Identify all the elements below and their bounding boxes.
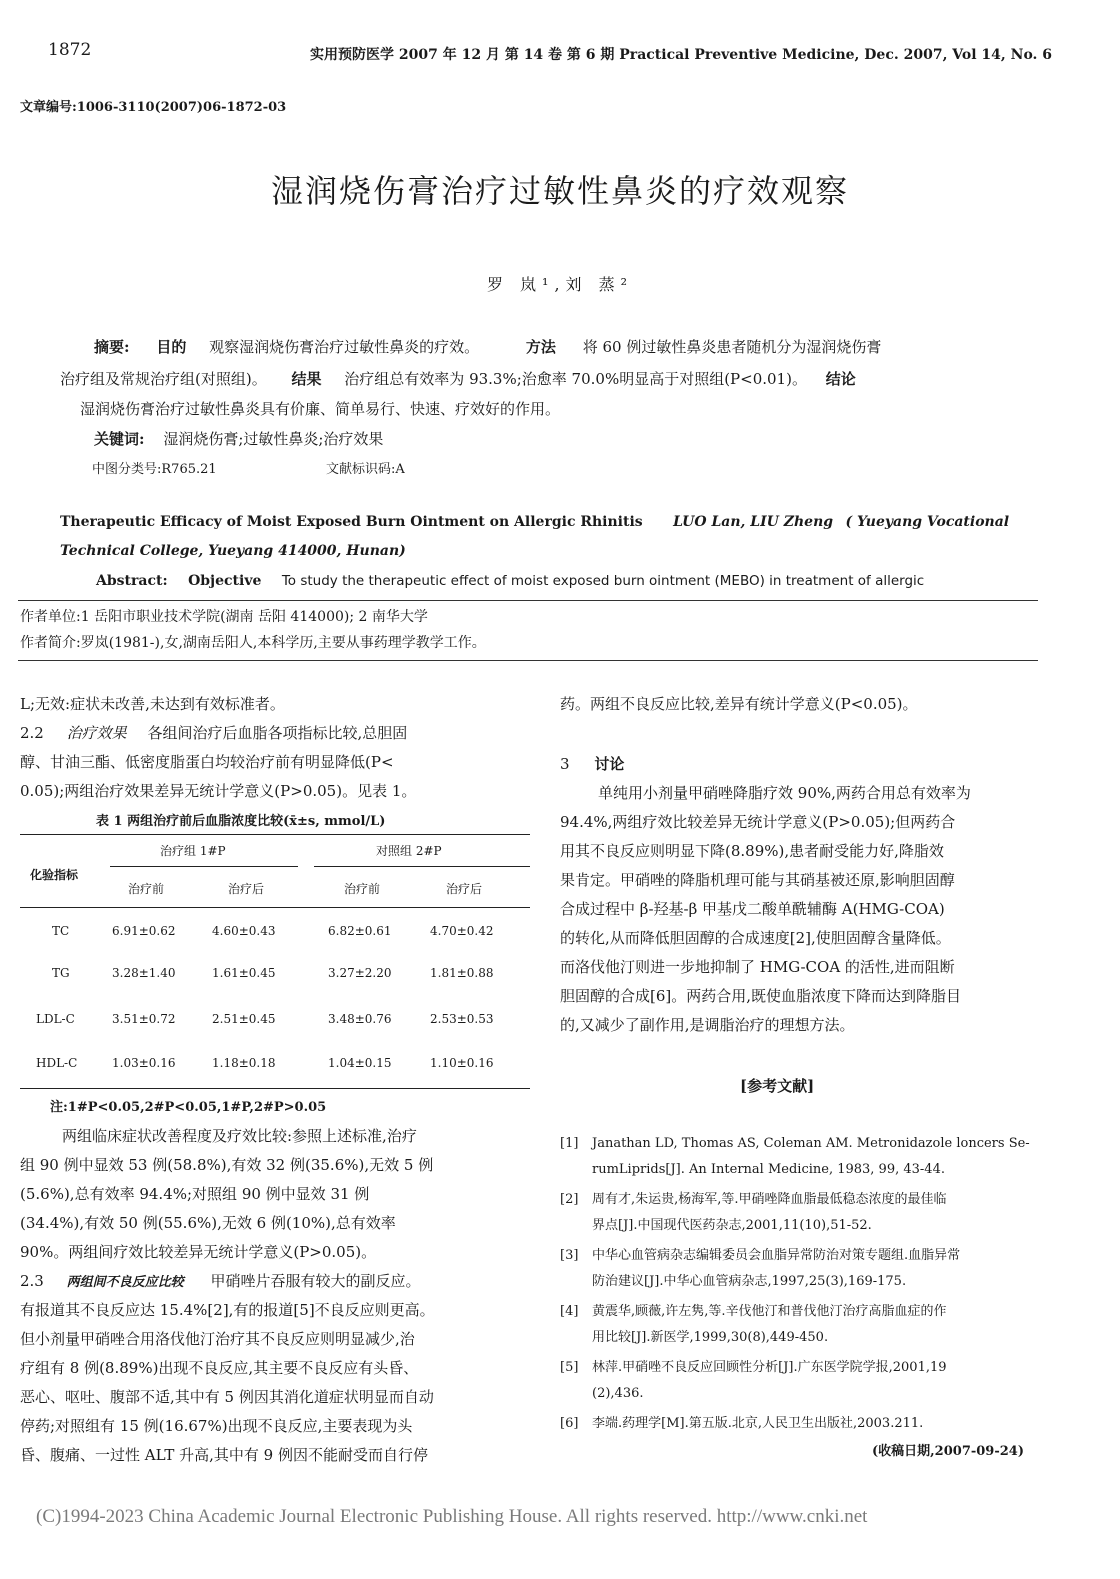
- discussion-line7: 而洛伐他汀则进一步地抑制了 HMG-COA 的活性,进而阻断: [560, 958, 955, 976]
- para2-line1: 两组临床症状改善程度及疗效比较:参照上述标准,治疗: [62, 1127, 417, 1145]
- table-cell: 3.48±0.76: [328, 1012, 392, 1026]
- author-bio: 作者简介:罗岚(1981-),女,湖南岳阳人,本科学历,主要从事药理学教学工作。: [20, 635, 486, 651]
- english-title-line: [60, 514, 1009, 530]
- section-2-3-line3: 但小剂量甲硝唑合用洛伐他汀治疗其不良反应则明显减少,治: [20, 1330, 415, 1348]
- reference-text: 用比较[J].新医学,1999,30(8),449-450.: [592, 1330, 829, 1345]
- table-cell: 4.70±0.42: [430, 924, 494, 938]
- author-list: 罗 岚¹,刘 蒸²: [486, 275, 634, 294]
- table-rule-group1: [110, 866, 298, 867]
- table-sub-header: 治疗后: [446, 882, 483, 896]
- table-rule-mid: [20, 907, 530, 908]
- english-objective-text: To study the therapeutic effect of moist exposed burn ointment (MEBO) in treatment of allergic: [281, 573, 925, 589]
- reference-item: [560, 1299, 1040, 1351]
- section-2-3-number: 2.3: [20, 1272, 44, 1290]
- para2-line5: 90%。两组间疗效比较差异无统计学意义(P>0.05)。: [20, 1243, 377, 1261]
- table-cell: 3.51±0.72: [112, 1012, 176, 1026]
- reference-text: 黄震华,顾薇,许左隽,等.辛伐他汀和普伐他汀治疗高脂血症的作: [592, 1304, 947, 1319]
- discussion-line1: 单纯用小剂量甲硝唑降脂疗效 90%,两药合用总有效率为: [598, 784, 971, 802]
- table-cell: 2.51±0.45: [212, 1012, 276, 1026]
- keywords-line: [94, 428, 383, 449]
- objective-label: 目的: [156, 338, 187, 356]
- reference-text: rumLiprids[J]. An Internal Medicine, 1983, 99, 43-44.: [592, 1162, 945, 1177]
- reference-number: [3]: [560, 1248, 579, 1263]
- section-2-2-number: 2.2: [20, 724, 44, 742]
- section-2-3-text: 甲硝唑片吞服有较大的副反应。: [210, 1272, 421, 1290]
- article-number: 文章编号:1006-3110(2007)06-1872-03: [20, 100, 287, 115]
- keywords-label: 关键词:: [94, 430, 145, 448]
- english-title: Therapeutic Efficacy of Moist Exposed Burn Ointment on Allergic Rhinitis: [60, 514, 643, 530]
- divider-bottom: [18, 660, 1038, 661]
- table-cell: 1.81±0.88: [430, 966, 494, 980]
- para2-line4: (34.4%),有效 50 例(55.6%),无效 6 例(10%),总有效率: [20, 1214, 396, 1232]
- table-rule-bottom: [20, 1088, 530, 1089]
- discussion-line9: 的,又减少了副作用,是调脂治疗的理想方法。: [560, 1016, 855, 1034]
- section-2-2-title: 治疗效果: [66, 724, 127, 742]
- reference-number: [6]: [560, 1416, 579, 1431]
- abstract-l2-text: 治疗组及常规治疗组(对照组)。: [60, 370, 267, 388]
- document-code: 文献标识码:A: [326, 462, 405, 477]
- reference-text: (2),436.: [592, 1386, 644, 1401]
- reference-number: [5]: [560, 1360, 579, 1375]
- section-2-2-line3: 0.05);两组治疗效果差异无统计学意义(P>0.05)。见表 1。: [20, 782, 417, 800]
- reference-number: [1]: [560, 1136, 579, 1151]
- result-label: 结果: [291, 370, 322, 388]
- table-row-header: 化验指标: [30, 868, 79, 882]
- section-2-2-text: 各组间治疗后血脂各项指标比较,总胆固: [147, 724, 408, 742]
- running-head: 实用预防医学 2007 年 12 月 第 14 卷 第 6 期 Practical Preventive Medicine, Dec. 2007, Vol 14, No. 6: [310, 47, 1053, 63]
- english-abstract-line: [96, 573, 924, 589]
- abstract-line-1: [94, 336, 881, 357]
- method-text: 将 60 例过敏性鼻炎患者随机分为湿润烧伤膏: [582, 338, 882, 356]
- table-cell: 3.27±2.20: [328, 966, 392, 980]
- right-col-continuation: 药。两组不良反应比较,差异有统计学意义(P<0.05)。: [560, 695, 918, 713]
- table-group1-header: 治疗组 1#P: [160, 844, 226, 858]
- reference-item: [560, 1411, 1040, 1437]
- result-text: 治疗组总有效率为 93.3%;治愈率 70.0%明显高于对照组(P<0.01)。: [344, 370, 807, 388]
- english-affiliation-1: ( Yueyang Vocational: [845, 514, 1010, 530]
- table-row-name: TC: [52, 924, 70, 938]
- english-abstract-label: Abstract:: [96, 573, 168, 589]
- reference-text: 界点[J].中国现代医药杂志,2001,11(10),51-52.: [592, 1218, 872, 1233]
- section-2-3-line2: 有报道其不良反应达 15.4%[2],有的报道[5]不良反应则更高。: [20, 1301, 435, 1319]
- discussion-line3: 用其不良反应则明显下降(8.89%),患者耐受能力好,降脂效: [560, 842, 944, 860]
- table-cell: 1.04±0.15: [328, 1056, 392, 1070]
- table-cell: 1.61±0.45: [212, 966, 276, 980]
- discussion-line2: 94.4%,两组疗效比较差异无统计学意义(P>0.05);但两药合: [560, 813, 956, 831]
- section-2-2-line2: 醇、甘油三酯、低密度脂蛋白均较治疗前有明显降低(P<: [20, 753, 394, 771]
- method-label: 方法: [525, 338, 556, 356]
- section-3-title: 讨论: [594, 755, 625, 773]
- english-authors: LUO Lan, LIU Zheng: [673, 514, 834, 530]
- discussion-line8: 胆固醇的合成[6]。两药合用,既使血脂浓度下降而达到降脂目: [560, 987, 962, 1005]
- table-row-name: LDL-C: [36, 1012, 75, 1026]
- author-unit: 作者单位:1 岳阳市职业技术学院(湖南 岳阳 414000); 2 南华大学: [20, 609, 428, 625]
- table-cell: 2.53±0.53: [430, 1012, 494, 1026]
- keywords-text: 湿润烧伤膏;过敏性鼻炎;治疗效果: [163, 430, 384, 448]
- reference-item: [560, 1131, 1040, 1183]
- reference-number: [4]: [560, 1304, 579, 1319]
- abstract-label: 摘要:: [94, 338, 130, 356]
- clc-number: 中图分类号:R765.21: [92, 462, 217, 477]
- discussion-line5: 合成过程中 β-羟基-β 甲基戊二酸单酰辅酶 A(HMG-COA): [560, 900, 945, 918]
- table-row-name: TG: [52, 966, 70, 980]
- table-sub-header: 治疗前: [128, 882, 165, 896]
- table-sub-header: 治疗后: [228, 882, 265, 896]
- left-col-para1: L;无效:症状未改善,未达到有效标准者。: [20, 695, 285, 713]
- reference-text: 林萍.甲硝唑不良反应回顾性分析[J].广东医学院学报,2001,19: [592, 1360, 947, 1375]
- table-cell: 6.91±0.62: [112, 924, 176, 938]
- conclusion-label: 结论: [825, 370, 856, 388]
- table-rule-top: [20, 834, 530, 835]
- discussion-line4: 果肯定。甲硝唑的降脂机理可能与其硝基被还原,影响胆固醇: [560, 871, 955, 889]
- table-cell: 3.28±1.40: [112, 966, 176, 980]
- section-2-2-line1: [20, 719, 407, 748]
- reference-text: 中华心血管病杂志编辑委员会血脂异常防治对策专题组.血脂异常: [592, 1248, 961, 1263]
- section-2-3-line5: 恶心、呕吐、腹部不适,其中有 5 例因其消化道症状明显而自动: [20, 1388, 434, 1406]
- objective-text: 观察湿润烧伤膏治疗过敏性鼻炎的疗效。: [209, 338, 480, 356]
- reference-text: Janathan LD, Thomas AS, Coleman AM. Metronidazole loncers Se-: [592, 1136, 1030, 1151]
- table-cell: 1.18±0.18: [212, 1056, 276, 1070]
- received-date: (收稿日期,2007-09-24): [872, 1444, 1024, 1459]
- page-number: 1872: [48, 40, 92, 60]
- table-cell: 1.03±0.16: [112, 1056, 176, 1070]
- english-objective-label: Objective: [188, 573, 262, 589]
- table-note: 注:1#P<0.05,2#P<0.05,1#P,2#P>0.05: [50, 1100, 327, 1115]
- table-group2-header: 对照组 2#P: [376, 844, 442, 858]
- table-cell: 1.10±0.16: [430, 1056, 494, 1070]
- reference-text: 周有才,朱运贵,杨海军,等.甲硝唑降血脂最低稳态浓度的最佳临: [592, 1192, 947, 1207]
- abstract-line-2: [60, 368, 856, 389]
- table-row-name: HDL-C: [36, 1056, 78, 1070]
- table-caption: 表 1 两组治疗前后血脂浓度比较(x̄±s, mmol/L): [96, 814, 386, 829]
- reference-item: [560, 1355, 1040, 1407]
- conclusion-text: 湿润烧伤膏治疗过敏性鼻炎具有价廉、简单易行、快速、疗效好的作用。: [80, 400, 561, 418]
- para2-line2: 组 90 例中显效 53 例(58.8%),有效 32 例(35.6%),无效 5 例: [20, 1156, 434, 1174]
- para2-line3: (5.6%),总有效率 94.4%;对照组 90 例中显效 31 例: [20, 1185, 370, 1203]
- reference-text: 防治建议[J].中华心血管病杂志,1997,25(3),169-175.: [592, 1274, 907, 1289]
- section-3-number: 3: [560, 755, 570, 773]
- copyright-footer: (C)1994-2023 China Academic Journal Electronic Publishing House. All rights reserved. http://www.cnki.net: [36, 1506, 868, 1527]
- reference-text: 李端.药理学[M].第五版.北京,人民卫生出版社,2003.211.: [592, 1416, 924, 1431]
- article-title: 湿润烧伤膏治疗过敏性鼻炎的疗效观察: [270, 172, 849, 210]
- section-2-3-line4: 疗组有 8 例(8.89%)出现不良反应,其主要不良反应有头昏、: [20, 1359, 419, 1377]
- reference-item: [560, 1187, 1040, 1239]
- table-rule-group2: [314, 866, 530, 867]
- section-3-heading: [560, 750, 624, 779]
- section-2-3-line7: 昏、腹痛、一过性 ALT 升高,其中有 9 例因不能耐受而自行停: [20, 1446, 428, 1464]
- table-cell: 6.82±0.61: [328, 924, 392, 938]
- section-2-3-line1: [20, 1267, 420, 1297]
- discussion-line6: 的转化,从而降低胆固醇的合成速度[2],使胆固醇含量降低。: [560, 929, 951, 947]
- table-sub-header: 治疗前: [344, 882, 381, 896]
- reference-number: [2]: [560, 1192, 579, 1207]
- english-affiliation-2: Technical College, Yueyang 414000, Hunan): [60, 543, 406, 559]
- table-cell: 4.60±0.43: [212, 924, 276, 938]
- section-2-3-line6: 停药;对照组有 15 例(16.67%)出现不良反应,主要表现为头: [20, 1417, 413, 1435]
- divider-top: [18, 600, 1038, 601]
- section-2-3-title: 两组间不良反应比较: [66, 1275, 184, 1290]
- references-heading: [参考文献]: [740, 1077, 815, 1095]
- reference-item: [560, 1243, 1040, 1295]
